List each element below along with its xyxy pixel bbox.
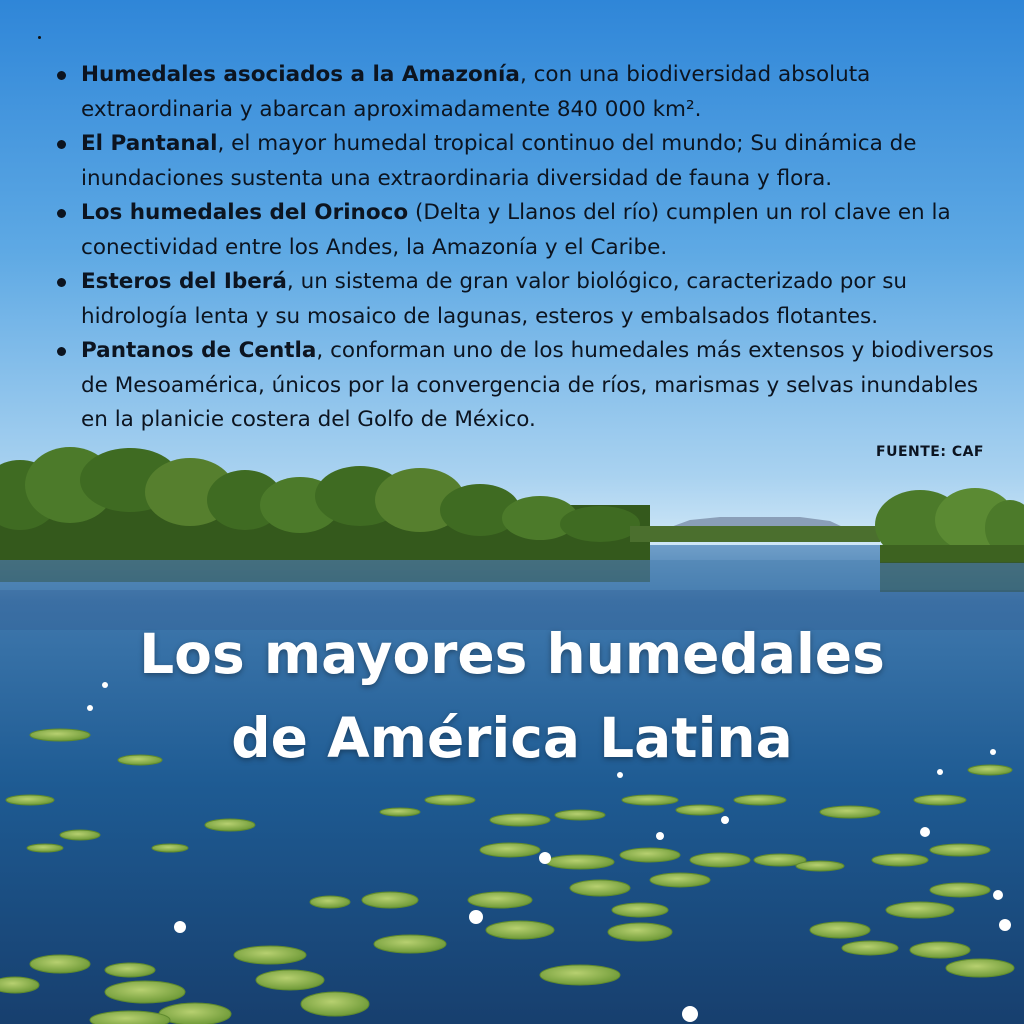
- list-item-text: , un sistema de gran valor biológico, caracterizado por su hidrología lenta y su mosaico de lagunas, esteros y embalsados flotantes.: [81, 269, 908, 329]
- list-item: [54, 265, 994, 334]
- list-item-title: Los humedales del Orinoco: [81, 200, 409, 225]
- bullet-icon: [57, 209, 66, 218]
- list-item: [54, 58, 994, 127]
- bullet-icon: [57, 278, 66, 287]
- list-item-title: Esteros del Iberá: [81, 269, 287, 294]
- list-item-title: Humedales asociados a la Amazonía: [81, 62, 520, 87]
- list-item-text: (Delta y Llanos del río) cumplen un rol clave en la conectividad entre los Andes, la Amazonía y el Caribe.: [81, 200, 951, 260]
- list-item-text: , con una biodiversidad absoluta extraordinaria y abarcan aproximadamente 840 000 km².: [81, 62, 871, 122]
- title-line-2: de América Latina: [231, 706, 793, 770]
- list-item: [54, 196, 994, 265]
- list-item-title: Pantanos de Centla: [81, 338, 317, 363]
- stray-dot: [38, 36, 41, 39]
- page-title: [0, 612, 1024, 780]
- bullet-icon: [57, 140, 66, 149]
- list-item-title: El Pantanal: [81, 131, 218, 156]
- list-item-text: , el mayor humedal tropical continuo del mundo; Su dinámica de inundaciones sustenta una extraordinaria diversidad de fauna y flora.: [81, 131, 917, 191]
- tree-line-right: [875, 488, 1024, 563]
- list-item: [54, 127, 994, 196]
- title-line-1: Los mayores humedales: [139, 622, 885, 686]
- list-item: [54, 334, 994, 438]
- source-label: FUENTE: CAF: [876, 444, 984, 460]
- wetlands-list: [54, 58, 994, 438]
- bullet-icon: [57, 347, 66, 356]
- bullet-icon: [57, 71, 66, 80]
- list-item-text: , conforman uno de los humedales más extensos y biodiversos de Mesoamérica, únicos por la convergencia de ríos, marismas y selvas inundables en la planicie costera del Golfo de México.: [81, 338, 994, 432]
